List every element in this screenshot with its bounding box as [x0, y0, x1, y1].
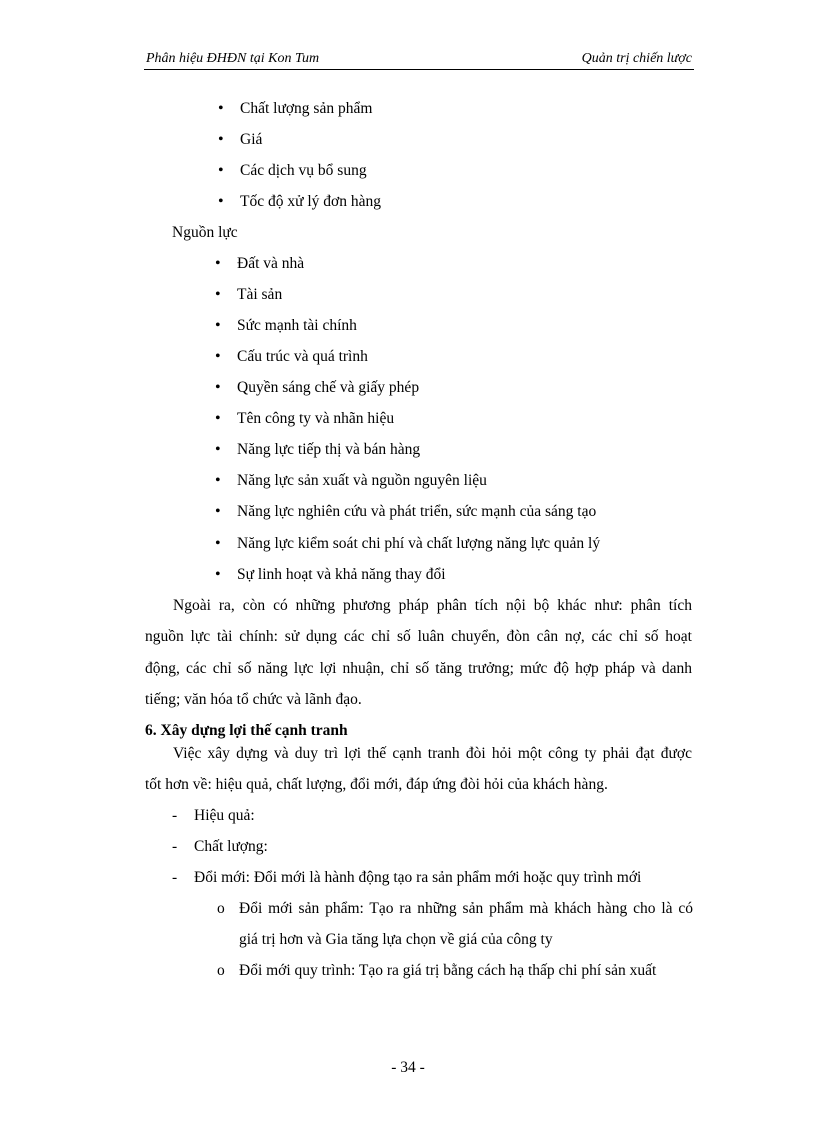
- list-item: •Quyền sáng chế và giấy phép: [215, 376, 419, 400]
- bullet-icon: [215, 376, 237, 400]
- bullet-icon: [218, 190, 240, 214]
- list-item: •Năng lực sản xuất và nguồn nguyên liệu: [215, 469, 487, 493]
- list-item: •Tài sản: [215, 283, 282, 307]
- bullet-icon: [218, 159, 240, 183]
- paragraph-competitive-advantage: Việc xây dựng và duy trì lợi thế cạnh tranh đòi hỏi một công ty phải đạt được tốt hơn về: hiệu quả, chất lượng, đổi mới, đáp ứng đòi hỏi của khách hàng.: [145, 745, 692, 794]
- bullet-icon: [218, 97, 240, 121]
- circle-marker: o: [217, 900, 225, 917]
- dash-marker: -: [172, 838, 178, 855]
- page-header: [144, 49, 694, 70]
- list-item: •Chất lượng sản phẩm: [218, 97, 372, 121]
- list-item: •Các dịch vụ bổ sung: [218, 159, 367, 183]
- dash-marker: -: [172, 869, 178, 886]
- list-item: •Tốc độ xử lý đơn hàng: [218, 190, 381, 214]
- bullet-icon: [215, 438, 237, 462]
- bullet-icon: [215, 314, 237, 338]
- list-item: - Đổi mới: Đổi mới là hành động tạo ra sản phẩm mới hoặc quy trình mới: [172, 866, 641, 890]
- page-number: - 34 -: [391, 1059, 425, 1076]
- bullet-icon: [218, 128, 240, 152]
- list-item: - Chất lượng:: [172, 835, 268, 859]
- list-item: •Năng lực tiếp thị và bán hàng: [215, 438, 420, 462]
- list-item: •Đất và nhà: [215, 252, 304, 276]
- circle-marker: o: [217, 962, 225, 979]
- list-item: •Năng lực kiểm soát chi phí và chất lượng năng lực quản lý: [215, 532, 600, 556]
- paragraph-internal-analysis: Ngoài ra, còn có những phương pháp phân tích nội bộ khác như: phân tích nguồn lực tài chính: sử dụng các chỉ số luân chuyển, đòn cân nợ, các chỉ số hoạt động, các chỉ số năng lực lợi nhuận, chỉ số tăng trưởng; mức độ hợp pháp và danh tiếng; văn hóa tổ chức và lãnh đạo.: [145, 597, 692, 709]
- list-item: •Tên công ty và nhãn hiệu: [215, 407, 394, 431]
- header-right-text: Quản trị chiến lược: [581, 51, 692, 66]
- section-heading: 6. Xây dựng lợi thế cạnh tranh: [145, 722, 348, 739]
- list-item: •Giá: [218, 128, 262, 152]
- bullet-icon: [215, 283, 237, 307]
- header-left-text: Phân hiệu ĐHĐN tại Kon Tum: [146, 51, 320, 66]
- bullet-icon: [215, 469, 237, 493]
- sub-list-item: o Đổi mới sản phẩm: Tạo ra những sản phẩm mà khách hàng cho là có giá trị hơn và Gia tăng lựa chọn về giá của công ty: [217, 893, 693, 955]
- list-item: •Sự linh hoạt và khả năng thay đổi: [215, 563, 446, 587]
- bullet-icon: [215, 563, 237, 587]
- bullet-icon: [215, 532, 237, 556]
- resources-label: Nguồn lực: [172, 224, 238, 241]
- sub-list-item: o Đổi mới quy trình: Tạo ra giá trị bằng cách hạ thấp chi phí sản xuất: [217, 955, 693, 986]
- list-item: •Cấu trúc và quá trình: [215, 345, 368, 369]
- bullet-icon: [215, 407, 237, 431]
- list-item: - Hiệu quả:: [172, 804, 255, 828]
- bullet-icon: [215, 252, 237, 276]
- list-item: •Sức mạnh tài chính: [215, 314, 357, 338]
- list-item: •Năng lực nghiên cứu và phát triển, sức mạnh của sáng tạo: [215, 500, 596, 524]
- bullet-icon: [215, 345, 237, 369]
- bullet-icon: [215, 500, 237, 524]
- dash-marker: -: [172, 807, 178, 824]
